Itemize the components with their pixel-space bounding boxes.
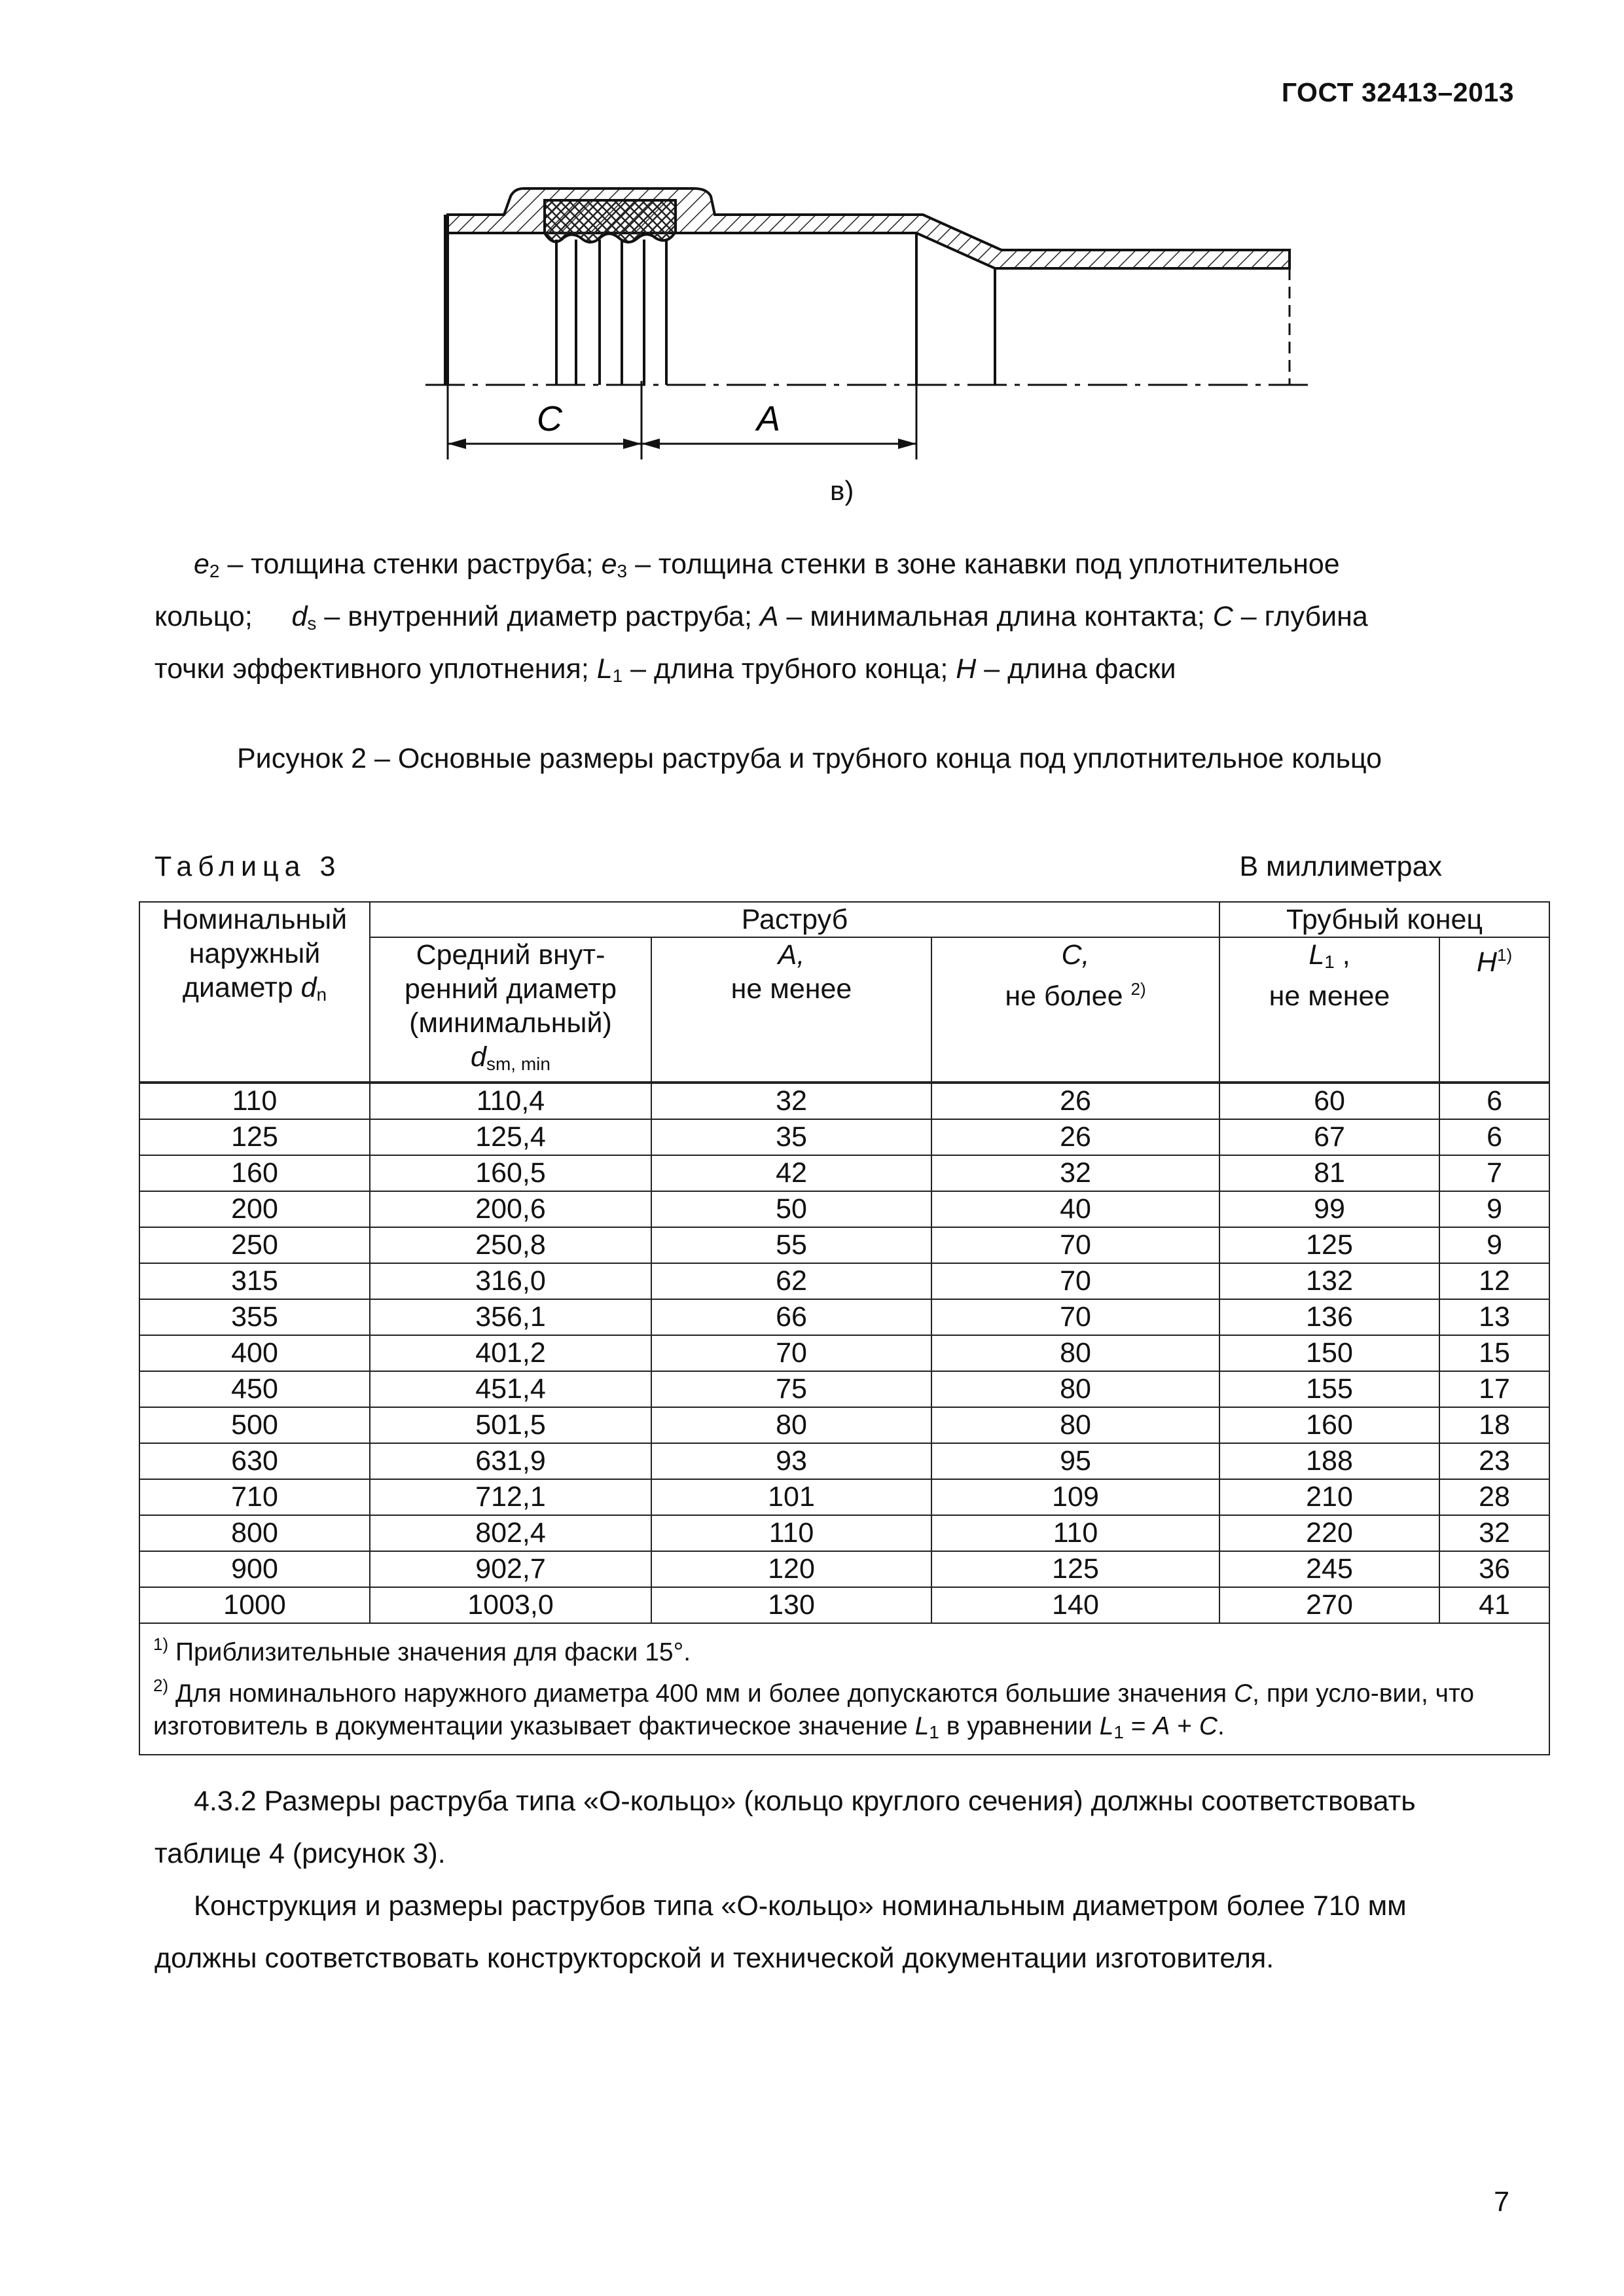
- table-row: [139, 1551, 1549, 1587]
- table-row: [139, 1119, 1549, 1155]
- table-cell: 355: [139, 1299, 370, 1335]
- table-cell: 62: [651, 1263, 931, 1299]
- table-cell: 26: [931, 1119, 1219, 1155]
- table-cell: 160,5: [370, 1155, 651, 1191]
- table-cell: 32: [651, 1083, 931, 1119]
- table-cell: 6: [1439, 1119, 1549, 1155]
- figure-legend-line3: точки эффективного уплотнения; $L_1$ – длина трубного конца; H – длина фаски: [154, 653, 1176, 686]
- figure-legend: $e_2$ – толщина стенки раструба; $e_3$ – толщина стенки в зоне канавки под уплотнительное: [194, 548, 1340, 581]
- dim-c-label: C: [537, 399, 562, 439]
- table-cell: 101: [651, 1479, 931, 1515]
- col-mean-diameter: Средний внут-ренний диаметр (минимальный) $d_{sm, min}$: [370, 937, 651, 1083]
- table-cell: 200: [139, 1191, 370, 1227]
- figure-legend-line2: кольцо; $d_s$ – внутренний диаметр раструба; A – минимальная длина контакта; C – глубина: [154, 601, 1368, 634]
- table-cell: 450: [139, 1371, 370, 1407]
- table-cell: 712,1: [370, 1479, 651, 1515]
- table-cell: 120: [651, 1551, 931, 1587]
- table-cell: 136: [1219, 1299, 1439, 1335]
- table-cell: 40: [931, 1191, 1219, 1227]
- col-h: H$^{1)}$: [1439, 937, 1549, 1083]
- table-cell: 356,1: [370, 1299, 651, 1335]
- table-cell: 81: [1219, 1155, 1439, 1191]
- table-cell: 110: [651, 1515, 931, 1551]
- table-cell: 125: [931, 1551, 1219, 1587]
- table-row: [139, 1191, 1549, 1227]
- table-row: [139, 1515, 1549, 1551]
- table-cell: 18: [1439, 1407, 1549, 1443]
- socket-drawing: [419, 152, 1316, 466]
- table-row: [139, 1443, 1549, 1479]
- table-cell: 160: [139, 1155, 370, 1191]
- table-units: В миллиметрах: [1239, 851, 1442, 882]
- table-cell: 132: [1219, 1263, 1439, 1299]
- table-cell: 15: [1439, 1335, 1549, 1371]
- table-row: [139, 1371, 1549, 1407]
- table-cell: 80: [651, 1407, 931, 1443]
- table-cell: 32: [1439, 1515, 1549, 1551]
- section-4-3-2: 4.3.2 Размеры раструба типа «О-кольцо» (кольцо круглого сечения) должны соответствовать таблице 4 (рисунок 3).: [154, 1785, 1416, 1869]
- table-cell: 99: [1219, 1191, 1439, 1227]
- table-cell: 35: [651, 1119, 931, 1155]
- table-cell: 70: [931, 1299, 1219, 1335]
- table-cell: 451,4: [370, 1371, 651, 1407]
- table-cell: 188: [1219, 1443, 1439, 1479]
- table-cell: 630: [139, 1443, 370, 1479]
- table-cell: 26: [931, 1083, 1219, 1119]
- table-row: [139, 1335, 1549, 1371]
- table-footnotes: $^{1)}$ Приблизительные значения для фаски 15°. $^{2)}$ Для номинального наружного диаметра 400 мм и более допускаются большие значения C, при усло-вии, что изготовитель в документации указывает фактическое значение $L_1$ в уравнении $L_1 = A + C$.: [139, 1623, 1549, 1755]
- table-cell: 1003,0: [370, 1587, 651, 1623]
- table-cell: 250: [139, 1227, 370, 1263]
- table-cell: 110: [931, 1515, 1219, 1551]
- table-cell: 155: [1219, 1371, 1439, 1407]
- figure-caption: Рисунок 2 – Основные размеры раструба и трубного конца под уплотнительное кольцо: [237, 743, 1382, 774]
- table-cell: 501,5: [370, 1407, 651, 1443]
- table-cell: 80: [931, 1407, 1219, 1443]
- table-cell: 315: [139, 1263, 370, 1299]
- table-row: [139, 1407, 1549, 1443]
- table-cell: 316,0: [370, 1263, 651, 1299]
- table-cell: 70: [651, 1335, 931, 1371]
- table-cell: 80: [931, 1371, 1219, 1407]
- table-cell: 66: [651, 1299, 931, 1335]
- table-row: [139, 1083, 1549, 1119]
- table-cell: 125: [1219, 1227, 1439, 1263]
- table-cell: 60: [1219, 1083, 1439, 1119]
- body-paragraph: Конструкция и размеры раструбов типа «О-кольцо» номинальным диаметром более 710 мм должны соответствовать конструкторской и технической документации изготовителя.: [154, 1890, 1407, 1974]
- table-cell: 400: [139, 1335, 370, 1371]
- table-cell: 110,4: [370, 1083, 651, 1119]
- table-cell: 17: [1439, 1371, 1549, 1407]
- table-cell: 160: [1219, 1407, 1439, 1443]
- figure-variant-label: в): [830, 475, 854, 506]
- table-row: [139, 1587, 1549, 1623]
- document-header: ГОСТ 32413–2013: [1281, 77, 1514, 107]
- table-cell: 900: [139, 1551, 370, 1587]
- table-cell: 67: [1219, 1119, 1439, 1155]
- table-cell: 800: [139, 1515, 370, 1551]
- table-cell: 220: [1219, 1515, 1439, 1551]
- col-c: C, не более $^{2)}$: [931, 937, 1219, 1083]
- table-cell: 36: [1439, 1551, 1549, 1587]
- table-cell: 23: [1439, 1443, 1549, 1479]
- table-label: Таблица 3: [154, 851, 342, 882]
- table-cell: 42: [651, 1155, 931, 1191]
- table-cell: 270: [1219, 1587, 1439, 1623]
- table-cell: 93: [651, 1443, 931, 1479]
- col-group-socket: Раструб: [370, 902, 1219, 937]
- table-cell: 75: [651, 1371, 931, 1407]
- dim-a-label: A: [757, 399, 781, 439]
- col-a: A, не менее: [651, 937, 931, 1083]
- table-cell: 9: [1439, 1191, 1549, 1227]
- seal-ring: [545, 200, 676, 242]
- table-cell: 9: [1439, 1227, 1549, 1263]
- table-cell: 802,4: [370, 1515, 651, 1551]
- table-cell: 13: [1439, 1299, 1549, 1335]
- table-row: [139, 1155, 1549, 1191]
- table-cell: 250,8: [370, 1227, 651, 1263]
- table-cell: 245: [1219, 1551, 1439, 1587]
- table-cell: 140: [931, 1587, 1219, 1623]
- table-cell: 7: [1439, 1155, 1549, 1191]
- table-row: [139, 1479, 1549, 1515]
- table-cell: 902,7: [370, 1551, 651, 1587]
- table-cell: 28: [1439, 1479, 1549, 1515]
- table-cell: 125,4: [370, 1119, 651, 1155]
- table-cell: 12: [1439, 1263, 1549, 1299]
- col-l1: $L_1$ , не менее: [1219, 937, 1439, 1083]
- table-row: [139, 1299, 1549, 1335]
- table-cell: 41: [1439, 1587, 1549, 1623]
- table-cell: 210: [1219, 1479, 1439, 1515]
- table-cell: 500: [139, 1407, 370, 1443]
- table-cell: 710: [139, 1479, 370, 1515]
- table-cell: 55: [651, 1227, 931, 1263]
- table-cell: 150: [1219, 1335, 1439, 1371]
- table-cell: 50: [651, 1191, 931, 1227]
- table-body: [139, 1083, 1549, 1623]
- table-row: [139, 1263, 1549, 1299]
- table-cell: 32: [931, 1155, 1219, 1191]
- table-cell: 95: [931, 1443, 1219, 1479]
- page-number: 7: [1494, 2186, 1509, 2217]
- table-cell: 200,6: [370, 1191, 651, 1227]
- table-cell: 6: [1439, 1083, 1549, 1119]
- table-cell: 70: [931, 1227, 1219, 1263]
- table-cell: 80: [931, 1335, 1219, 1371]
- table-cell: 1000: [139, 1587, 370, 1623]
- table-cell: 401,2: [370, 1335, 651, 1371]
- table-row: [139, 1227, 1549, 1263]
- dimensions-table: [139, 901, 1550, 1755]
- col-nominal: Номинальный наружный диаметр $d_n$: [139, 902, 370, 1083]
- table-cell: 110: [139, 1083, 370, 1119]
- col-group-pipe-end: Трубный конец: [1219, 902, 1549, 937]
- table-cell: 70: [931, 1263, 1219, 1299]
- table-cell: 631,9: [370, 1443, 651, 1479]
- table-cell: 130: [651, 1587, 931, 1623]
- table-cell: 109: [931, 1479, 1219, 1515]
- table-cell: 125: [139, 1119, 370, 1155]
